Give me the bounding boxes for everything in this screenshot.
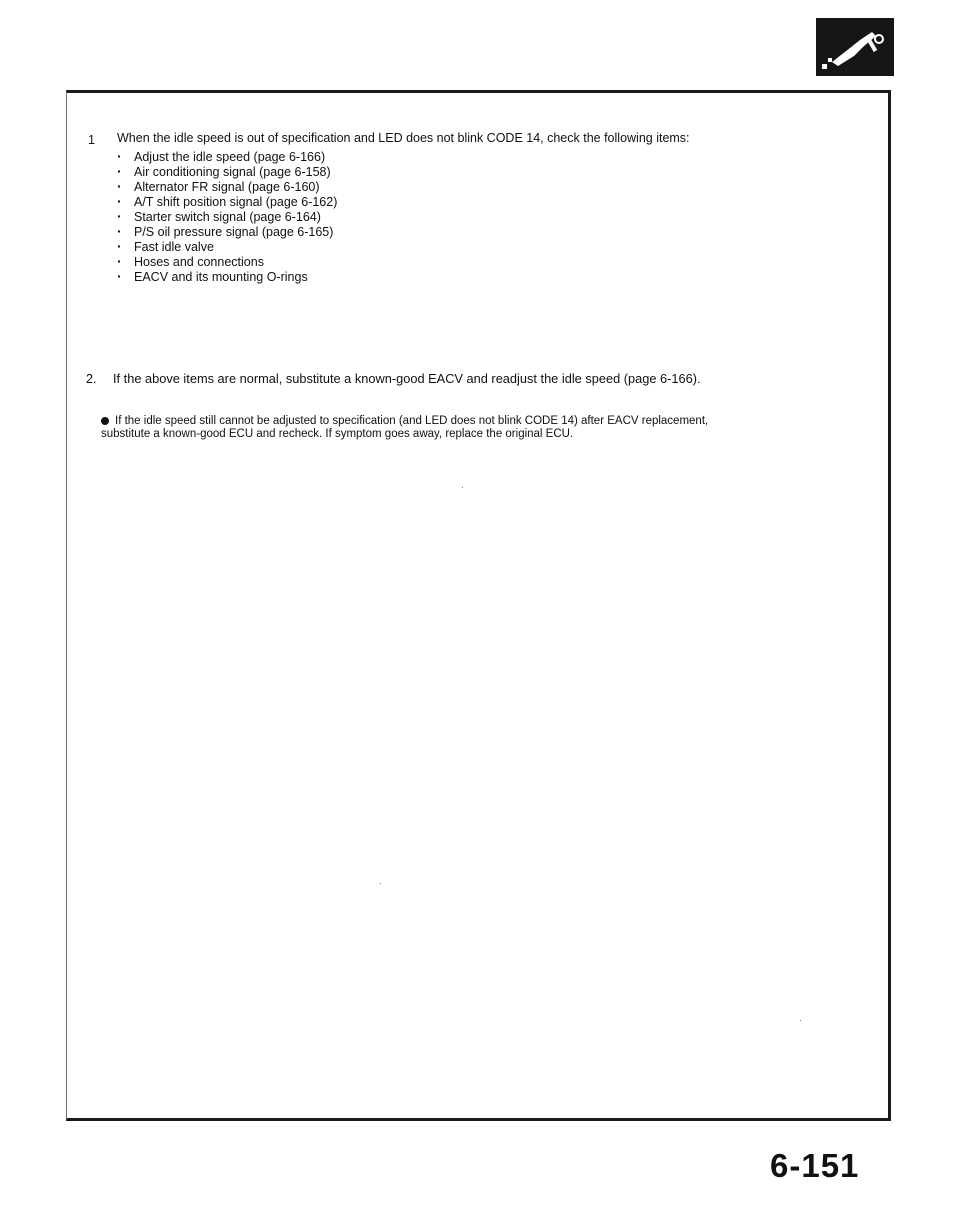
list-item: · EACV and its mounting O-rings xyxy=(117,270,337,285)
note-line-1: If the idle speed still cannot be adjusted to specification (and LED does not blink CODE 14) after EACV replacement, xyxy=(115,415,709,427)
note-bullet-icon xyxy=(101,417,109,425)
fuel-injector-graphic xyxy=(816,18,894,76)
list-item: · A/T shift position signal (page 6-162) xyxy=(117,195,337,210)
step-1-number: 1 xyxy=(88,133,95,147)
step-2-number: 2. xyxy=(86,372,97,386)
fuel-injector-icon xyxy=(816,18,894,76)
scan-speck xyxy=(800,1020,801,1021)
step-2-text: If the above items are normal, substitute a known-good EACV and readjust the idle speed (page 6-166). xyxy=(113,371,701,386)
scan-speck xyxy=(462,487,463,488)
page-number: 6-151 xyxy=(770,1147,860,1184)
list-item: · Fast idle valve xyxy=(117,240,337,255)
list-item: · P/S oil pressure signal (page 6-165) xyxy=(117,225,337,240)
scan-speck xyxy=(380,883,381,884)
list-item: · Air conditioning signal (page 6-158) xyxy=(117,165,337,180)
check-items-list xyxy=(117,150,337,285)
list-item: · Starter switch signal (page 6-164) xyxy=(117,210,337,225)
list-item: · Alternator FR signal (page 6-160) xyxy=(117,180,337,195)
note-line-2: substitute a known-good ECU and recheck. If symptom goes away, replace the original ECU. xyxy=(101,428,574,440)
list-item: · Adjust the idle speed (page 6-166) xyxy=(117,150,337,165)
list-item: · Hoses and connections xyxy=(117,255,337,270)
step-1-text: When the idle speed is out of specification and LED does not blink CODE 14, check the following items: xyxy=(117,131,690,145)
